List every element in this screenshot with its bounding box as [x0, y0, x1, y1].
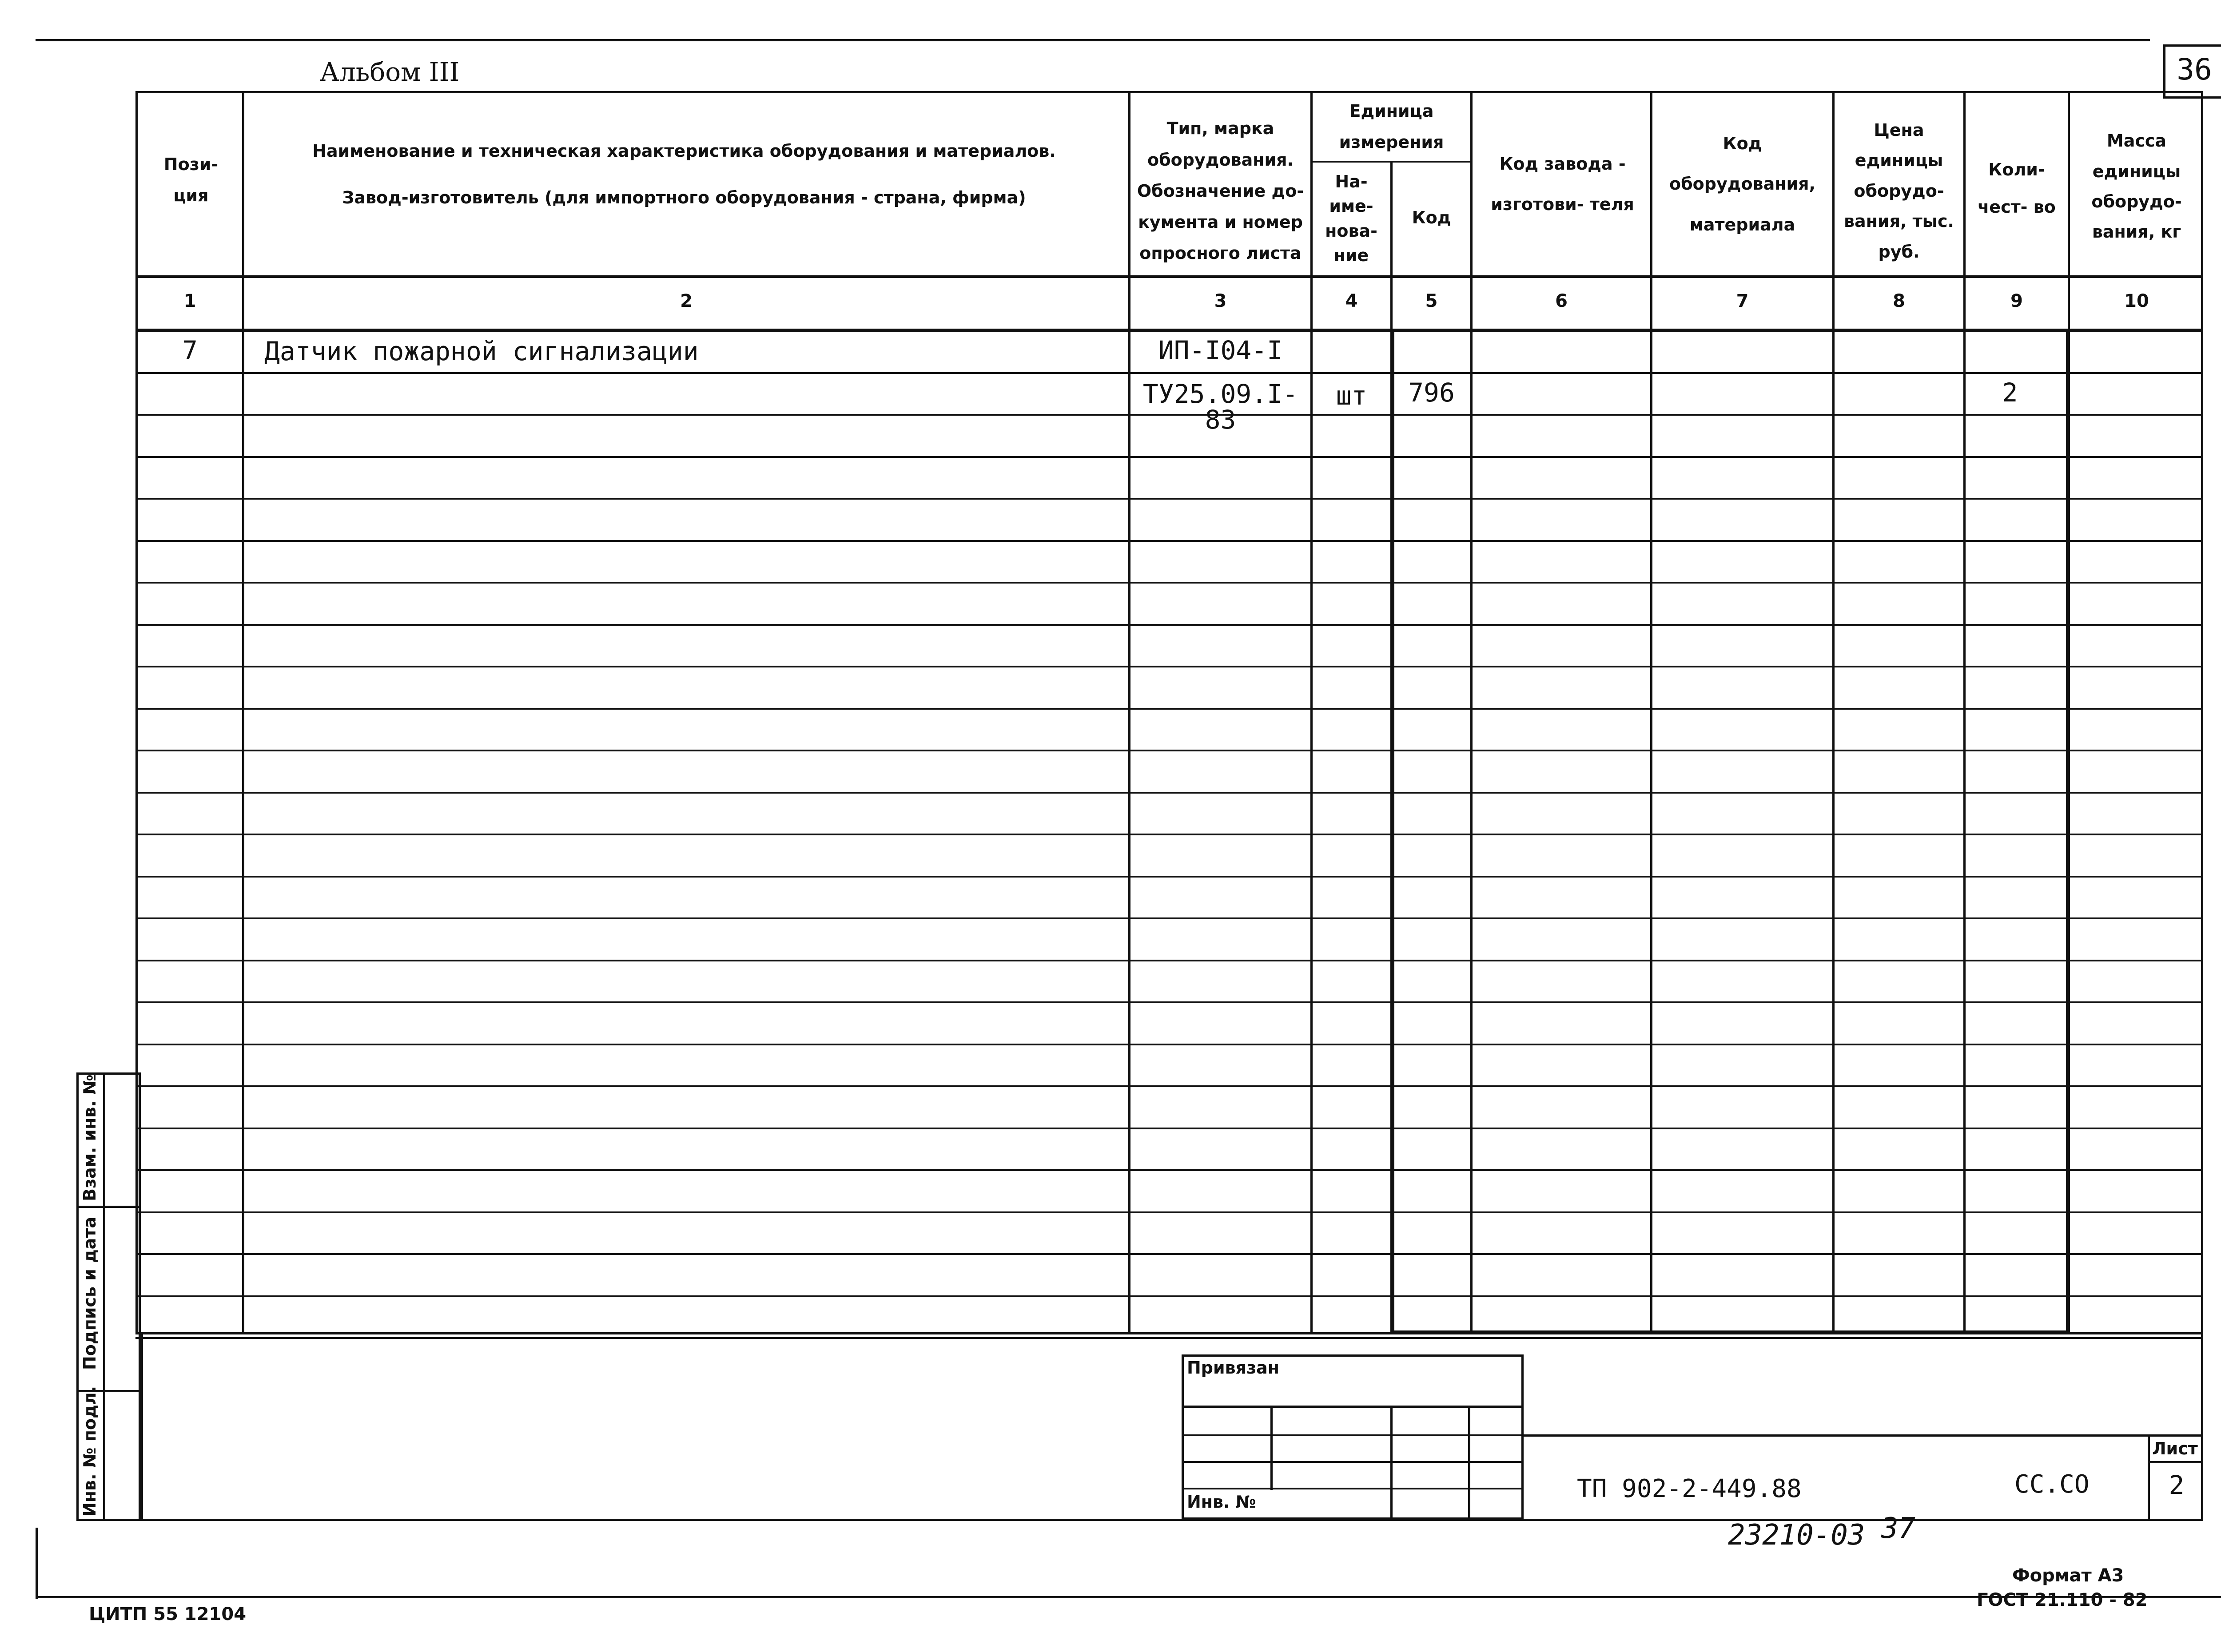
bottom-border-line: [36, 1596, 2221, 1598]
col-line-2: [1128, 91, 1130, 1334]
privyazan-line-2: [1182, 1434, 1524, 1436]
col-line-3: [1310, 91, 1313, 1334]
section-code: СС.СО: [2014, 1470, 2090, 1499]
col-header-2-line2: Завод-изготовитель (для импортного оборудования - страна, фирма): [342, 187, 1026, 207]
col-number-3: 3: [1214, 291, 1227, 311]
handwritten-page: 37: [1881, 1512, 1916, 1545]
bold-block-outline: [1390, 331, 2070, 1334]
document-code: ТП 902-2-449.88: [1577, 1474, 1802, 1503]
col-line-1: [242, 91, 244, 1334]
col-number-7: 7: [1736, 291, 1749, 311]
header-bottom-line: [135, 275, 2203, 278]
album-title: Альбом III: [320, 57, 460, 87]
privyazan-line-4: [1182, 1488, 1524, 1489]
col-number-9: 9: [2010, 291, 2023, 311]
col-number-8: 8: [1893, 291, 1905, 311]
privyazan-vline-3: [1468, 1406, 1470, 1520]
top-border-line: [36, 39, 2150, 41]
col-number-2: 2: [680, 291, 693, 311]
side-stamp-sep-1: [76, 1206, 141, 1208]
col-header-9: Коли- чест- во: [1978, 160, 2056, 217]
col-header-10: Масса единицы оборудо- вания, кг: [2091, 131, 2182, 242]
side-label-podpis: Подпись и дата: [80, 1216, 100, 1370]
row1-type: ИП-I04-I: [1158, 335, 1283, 365]
row1-position: 7: [182, 335, 198, 365]
col-header-3: Тип, марка оборудования. Обозначение до- кумента и номер опросного листа: [1137, 119, 1304, 263]
privyazan-line-1: [1182, 1406, 1524, 1408]
sheet-number: 2: [2169, 1470, 2185, 1500]
gost-label: ГОСТ 21.110 - 82: [1977, 1590, 2148, 1610]
inv-no-label: Инв. №: [1187, 1492, 1256, 1512]
format-label: Формат А3: [2012, 1565, 2124, 1586]
row1-name: Датчик пожарной сигнализации: [264, 336, 699, 366]
col-number-4: 4: [1345, 291, 1358, 311]
col-header-5: Код: [1412, 207, 1451, 227]
bottom-stamp-frame: [141, 1334, 2203, 1521]
privyazan-line-3: [1182, 1461, 1524, 1463]
sheet-corner-number: 36: [2177, 52, 2212, 87]
side-stamp-col-line: [103, 1072, 105, 1521]
col-header-7: Код оборудования, материала: [1669, 134, 1815, 234]
row2-unit-name: шт: [1336, 381, 1367, 411]
privyazan-vline-2: [1390, 1406, 1393, 1520]
title-block-top-line: [1524, 1434, 2203, 1437]
privyazan-vline-1: [1270, 1406, 1273, 1490]
row2-type: ТУ25.09.I-83: [1142, 379, 1298, 435]
left-margin-line: [36, 1528, 38, 1599]
col-header-8: Цена единицы оборудо- вания, тыс. руб.: [1844, 120, 1954, 262]
col-header-4: На- име- нова- ние: [1325, 172, 1377, 265]
row2-quantity: 2: [2002, 377, 2018, 408]
side-label-inv-podl: Инв. № подл.: [80, 1386, 100, 1517]
col-number-6: 6: [1555, 291, 1568, 311]
privyazan-label: Привязан: [1187, 1358, 1280, 1378]
handwritten-code: 23210-03: [1728, 1519, 1865, 1552]
col-number-10: 10: [2124, 291, 2149, 311]
col-number-1: 1: [183, 291, 196, 311]
sheet-label-line: [2148, 1461, 2203, 1463]
col-number-5: 5: [1425, 291, 1438, 311]
side-label-vzam: Взам. инв. №: [80, 1074, 100, 1201]
col-header-6: Код завода - изготови- теля: [1491, 154, 1634, 214]
row2-unit-code: 796: [1408, 377, 1455, 408]
unit-group-header: Единица измерения: [1339, 101, 1444, 152]
col-header-1: Пози- ция: [163, 154, 219, 205]
col-header-2-line1: Наименование и техническая характеристика оборудования и материалов.: [312, 141, 1056, 161]
sheet-label: Лист: [2152, 1439, 2198, 1458]
printer-code: ЦИТП 55 12104: [89, 1604, 247, 1624]
